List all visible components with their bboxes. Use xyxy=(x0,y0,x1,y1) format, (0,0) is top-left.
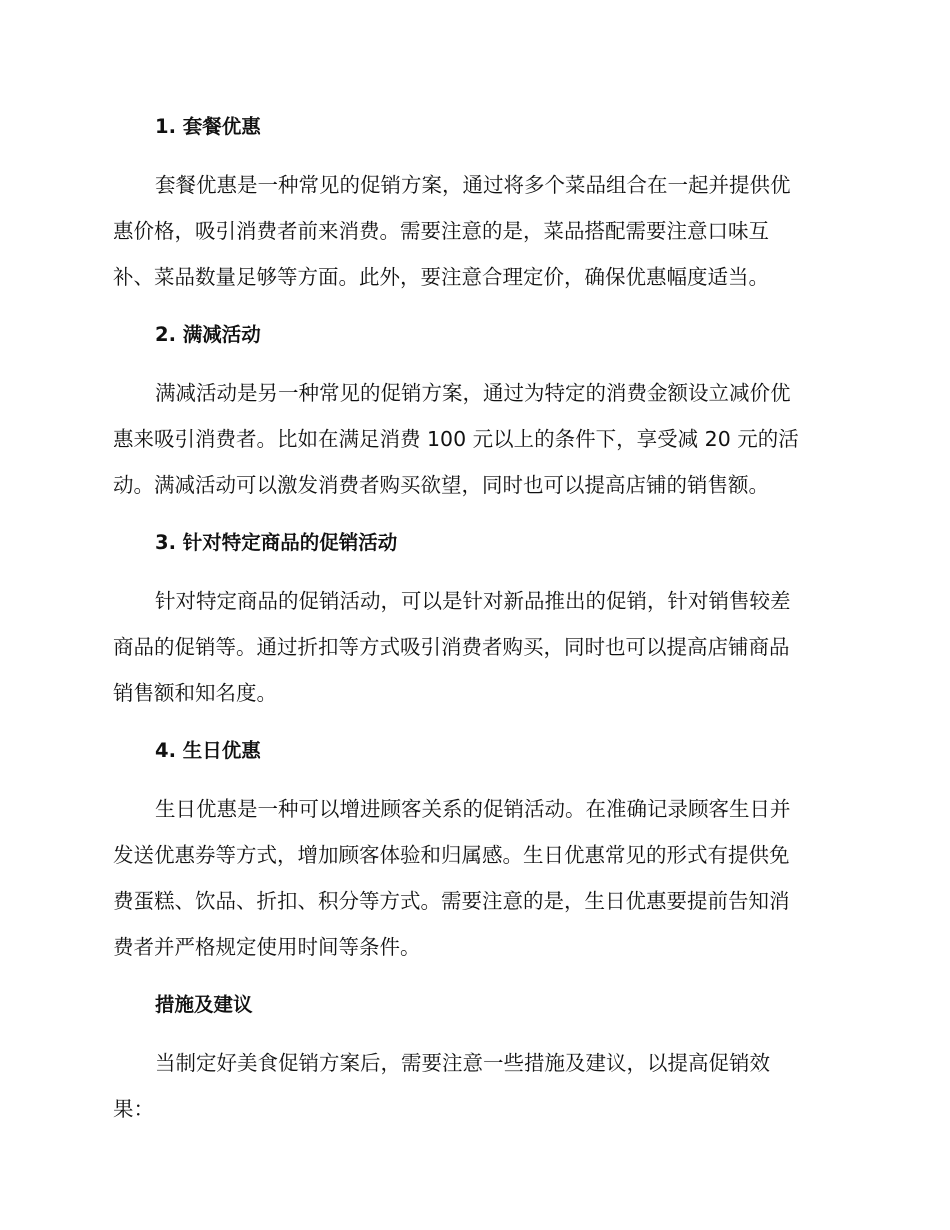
paragraph-line: 惠来吸引消费者。比如在满足消费 100 元以上的条件下，享受减 20 元的活 xyxy=(113,427,799,451)
paragraph-line: 补、菜品数量足够等方面。此外，要注意合理定价，确保优惠幅度适当。 xyxy=(113,265,769,289)
paragraph-set-meal xyxy=(113,162,831,300)
paragraph-birthday xyxy=(113,786,831,970)
paragraph-specific-product xyxy=(113,578,831,716)
paragraph-line: 果： xyxy=(113,1097,154,1121)
section-heading-birthday: 4. 生日优惠 xyxy=(155,739,261,762)
document-body xyxy=(113,104,831,1144)
paragraph-line: 动。满减活动可以激发消费者购买欲望，同时也可以提高店铺的销售额。 xyxy=(113,473,769,497)
paragraph-line: 商品的促销等。通过折扣等方式吸引消费者购买，同时也可以提高店铺商品 xyxy=(113,635,790,659)
paragraph-line: 销售额和知名度。 xyxy=(113,681,277,705)
section-heading-set-meal: 1. 套餐优惠 xyxy=(155,115,261,138)
paragraph-line: 当制定好美食促销方案后，需要注意一些措施及建议，以提高促销效 xyxy=(155,1051,770,1075)
paragraph-line: 针对特定商品的促销活动，可以是针对新品推出的促销，针对销售较差 xyxy=(155,589,791,613)
paragraph-full-reduction xyxy=(113,370,831,508)
paragraph-line: 生日优惠是一种可以增进顾客关系的促销活动。在准确记录顾客生日并 xyxy=(155,797,791,821)
paragraph-line: 发送优惠券等方式，增加顾客体验和归属感。生日优惠常见的形式有提供免 xyxy=(113,843,790,867)
paragraph-line: 费者并严格规定使用时间等条件。 xyxy=(113,935,421,959)
paragraph-measures xyxy=(113,1040,831,1132)
section-heading-measures: 措施及建议 xyxy=(155,993,253,1016)
paragraph-line: 费蛋糕、饮品、折扣、积分等方式。需要注意的是，生日优惠要提前告知消 xyxy=(113,889,790,913)
section-heading-specific-product: 3. 针对特定商品的促销活动 xyxy=(155,531,398,554)
paragraph-line: 套餐优惠是一种常见的促销方案，通过将多个菜品组合在一起并提供优 xyxy=(155,173,791,197)
section-heading-full-reduction: 2. 满减活动 xyxy=(155,323,261,346)
paragraph-line: 惠价格，吸引消费者前来消费。需要注意的是，菜品搭配需要注意口味互 xyxy=(113,219,769,243)
paragraph-line: 满减活动是另一种常见的促销方案，通过为特定的消费金额设立减价优 xyxy=(155,381,791,405)
